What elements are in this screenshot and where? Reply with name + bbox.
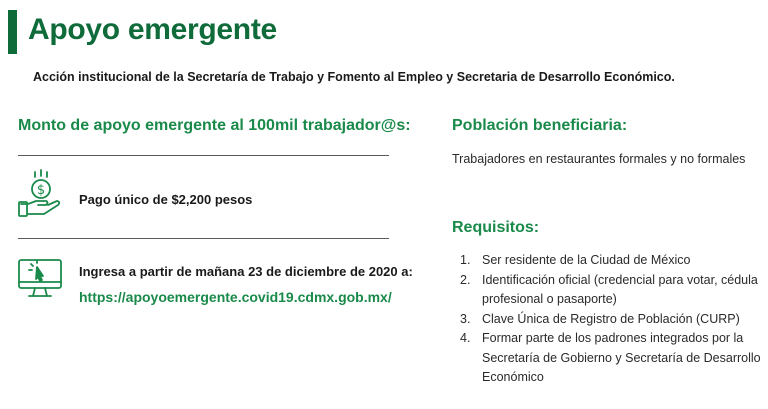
divider-top: [18, 155, 389, 156]
population-heading: Población beneficiaria:: [452, 117, 628, 134]
website-link[interactable]: https://apoyoemergente.covid19.cdmx.gob.mx/: [79, 289, 392, 305]
requirements-list: [452, 251, 764, 388]
list-item-text: Formar parte de los padrones integrados por la Secretaría de Gobierno y Secretaría de Desarrollo Económico: [482, 331, 761, 384]
list-item-number: 3.: [460, 311, 471, 326]
list-item-text: Identificación oficial (credencial para votar, cédula profesional o pasaporte): [482, 272, 758, 306]
page-title: Apoyo emergente: [28, 13, 277, 46]
list-item-number: 1.: [460, 253, 471, 267]
list-item: [452, 271, 764, 310]
computer-click-icon: [17, 256, 63, 302]
requirements-heading: Requisitos:: [452, 219, 540, 236]
population-text: Trabajadores en restaurantes formales y no formales: [452, 152, 746, 166]
svg-text:$: $: [36, 183, 46, 198]
list-item-text: Ser residente de la Ciudad de México: [482, 253, 691, 267]
list-item: [452, 310, 764, 330]
page-subtitle: Acción institucional de la Secretaría de Trabajo y Fomento al Empleo y Secretaria de Desarrollo Económico.: [33, 70, 675, 84]
list-item: [452, 329, 764, 388]
title-accent-bar: [8, 10, 17, 54]
access-date-text: Ingresa a partir de mañana 23 de diciembre de 2020 a:: [79, 264, 413, 279]
list-item-number: 4.: [460, 331, 471, 345]
divider-bottom: [18, 238, 389, 239]
support-amount-heading: Monto de apoyo emergente al 100mil trabajador@s:: [18, 117, 411, 134]
list-item-number: 2.: [460, 272, 471, 287]
list-item: [452, 251, 764, 271]
payment-amount-text: Pago único de $2,200 pesos: [79, 192, 253, 207]
list-item-text: Clave Única de Registro de Población (CURP): [482, 311, 740, 326]
money-hand-icon: [18, 168, 64, 220]
